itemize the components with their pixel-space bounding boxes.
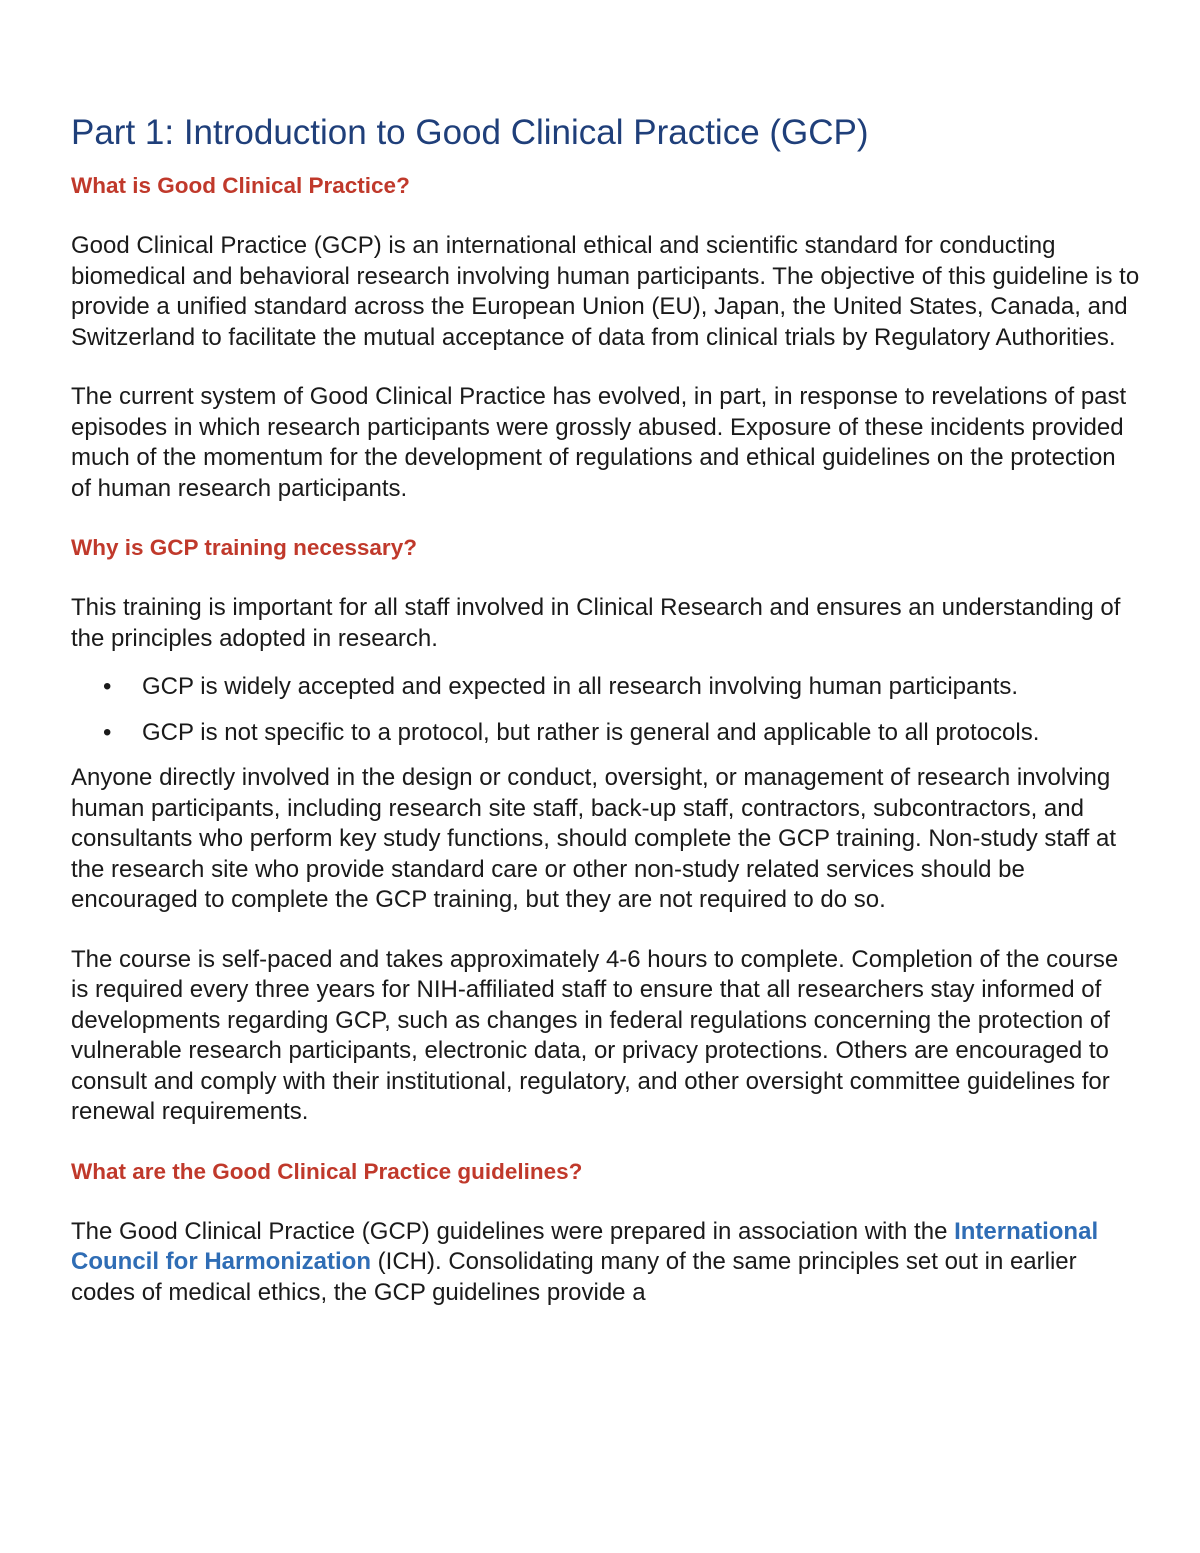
section-gcp-guidelines <box>71 1157 1141 1309</box>
section-why-gcp-training <box>71 533 1141 1128</box>
list-item-text: GCP is not specific to a protocol, but rather is general and applicable to all protocols. <box>142 718 1040 746</box>
paragraph: Anyone directly involved in the design or conduct, oversight, or management of research involving human participants, including research site staff, back-up staff, contractors, subcontractors, and consultants who perform key study functions, should complete the GCP training. Non-study staff at the research site who provide standard care or other non-study related services should be encouraged to complete the GCP training, but they are not required to do so. <box>71 764 1116 913</box>
bullet-icon: • <box>103 718 112 746</box>
section-what-is-gcp <box>71 171 1141 504</box>
bullet-list <box>71 672 1141 748</box>
ich-link[interactable]: International Council for Harmonization <box>71 1217 1099 1275</box>
list-item <box>71 718 1141 749</box>
paragraph: Good Clinical Practice (GCP) is an international ethical and scientific standard for conducting biomedical and behavioral research involving human participants. The objective of this guideline is to provide a unified standard across the European Union (EU), Japan, the United States, Canada, and Switzerland to facilitate the mutual acceptance of data from clinical trials by Regulatory Authorities. <box>71 232 1140 351</box>
paragraph-text: (ICH). Consolidating many of the same principles set out in earlier codes of medical ethics, the GCP guidelines provide a <box>71 1248 1077 1306</box>
page-title: Part 1: Introduction to Good Clinical Practice (GCP) <box>71 113 869 152</box>
section-heading: What is Good Clinical Practice? <box>71 173 410 198</box>
paragraph: The course is self-paced and takes approximately 4-6 hours to complete. Completion of the course is required every three years for NIH-affiliated staff to ensure that all researchers stay informed of developments regarding GCP, such as changes in federal regulations concerning the protection of vulnerable research participants, electronic data, or privacy protections. Others are encouraged to consult and comply with their institutional, regulatory, and other oversight committee guidelines for renewal requirements. <box>71 945 1119 1125</box>
bullet-icon: • <box>103 673 112 700</box>
list-item <box>71 672 1141 703</box>
paragraph: The current system of Good Clinical Practice has evolved, in part, in response to revelations of past episodes in which research participants were grossly abused. Exposure of these incidents provided much of the momentum for the development of regulations and ethical guidelines on the protection of human research participants. <box>71 383 1127 502</box>
section-heading: Why is GCP training necessary? <box>71 535 417 560</box>
list-item-text: GCP is widely accepted and expected in all research involving human participants. <box>142 673 1019 700</box>
paragraph: This training is important for all staff involved in Clinical Research and ensures an understanding of the principles adopted in research. <box>71 594 1121 652</box>
document-page <box>71 110 1141 1337</box>
section-heading: What are the Good Clinical Practice guidelines? <box>71 1158 583 1184</box>
paragraph-text: The Good Clinical Practice (GCP) guidelines were prepared in association with the <box>71 1217 955 1245</box>
paragraph <box>71 1217 1141 1309</box>
